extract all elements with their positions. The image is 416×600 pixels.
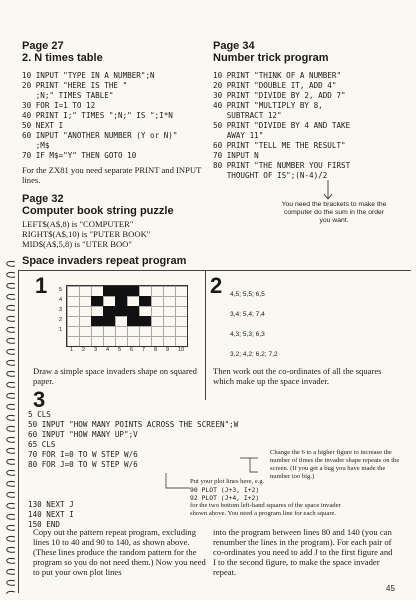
spiral-loop [7,525,15,530]
filled-square [115,296,127,306]
spiral-loop [7,470,15,475]
spiral-loop [7,327,15,332]
code-line: 40 PRINT I;" TIMES ";N;" IS ";I*N [22,111,173,120]
x-tick-label: 10 [178,347,185,353]
spiral-loop [7,448,15,453]
bottom-left-instruction: Copy out the pattern repeat program, excluding lines 10 to 40 and 90 to 140, as shown above. (These lines produce the random pattern for the program so you do not need them.) Now you need to put your own plot lines [33,527,206,577]
y-tick-label: 2 [59,317,63,323]
code-line: 20 PRINT "DOUBLE IT, ADD 4" [213,81,337,90]
x-tick-label: 7 [142,347,146,353]
spiral-loop [7,371,15,376]
code-line: 60 INPUT "ANOTHER NUMBER (Y or N)" [22,131,178,140]
spiral-loop [7,481,15,486]
bracket-arrow-icon [320,178,340,202]
spiral-loop [7,338,15,343]
section-title: Computer book string puzzle [22,205,174,217]
coordinate-row: 4,3; 5,3; 6,3 [230,331,265,338]
puzzle-line: LEFT$(A$,8) is "COMPUTER" [22,219,134,229]
puzzle-lines [22,219,212,249]
filled-square [103,306,115,316]
coordinate-row: 3,4; 5,4; 7,4 [230,311,265,318]
y-tick-label: 1 [59,327,63,333]
code-line: 130 NEXT J [28,500,74,509]
step-number: 1 [35,273,48,298]
bottom-right-instruction: into the program between lines 80 and 140 (you can renumber the lines in the program). For each pair of co-ordinates you need to add J to the first figure and I to the second figure, to make the space invader repeat. [213,527,393,577]
code-line: ;M$ [22,141,50,150]
x-tick-label: 1 [70,347,74,353]
filled-square [103,286,115,296]
code-line: SUBTRACT 12" [213,111,282,120]
code-line: 65 CLS [28,440,56,449]
code-line: 10 PRINT "THINK OF A NUMBER" [213,71,342,80]
x-tick-label: 5 [118,347,122,353]
filled-square [139,316,151,326]
code-line: ;N;" TIMES TABLE" [22,91,114,100]
x-tick-label: 2 [82,347,86,353]
plot-note-intro: Put your plot lines here, e.g. [190,478,265,485]
spiral-loop [7,591,15,594]
code-line: 30 PRINT "DIVIDE BY 2, ADD 7" [213,91,346,100]
code-line: 10 INPUT "TYPE IN A NUMBER";N [22,71,155,80]
code-line: 40 PRINT "MULTIPLY BY 8, [213,101,323,110]
code-line: 50 INPUT "HOW MANY POINTS ACROSS THE SCREEN";W [28,420,239,429]
filled-square [127,306,139,316]
spiral-loop [7,492,15,497]
section-page-ref: Page 32 [22,193,64,205]
filled-square [103,316,115,326]
coordinate-row: 4,5; 5,5; 6,5 [230,291,265,298]
spiral-loop [7,305,15,310]
spiral-loop [7,569,15,574]
x-tick-label: 9 [166,347,170,353]
step-number: 3 [33,387,46,412]
filled-square [127,286,139,296]
code-listing [213,71,408,181]
step1-instruction: Draw a simple space invaders shape on squared paper. [33,366,197,386]
squared-paper-grid [66,285,188,347]
filled-square [115,286,127,296]
code-line: 70 INPUT N [213,151,259,160]
spiral-loop [7,382,15,387]
step-number: 2 [210,273,223,298]
coordinates-list [230,291,400,371]
code-line: 60 PRINT "TELL ME THE RESULT" [213,141,346,150]
section-title: 2. N times table [22,52,103,64]
filled-square [139,296,151,306]
code-line: 5 CLS [28,410,51,419]
x-tick-label: 8 [154,347,158,353]
filled-square [91,296,103,306]
filled-square [115,306,127,316]
filled-square [127,316,139,326]
spiral-loop [7,580,15,585]
spiral-loop [7,360,15,365]
filled-square [91,316,103,326]
code-line: 150 END [28,520,61,529]
page-number: 45 [386,584,395,593]
section-title: Space invaders repeat program [22,255,187,267]
code-listing [22,71,212,161]
spiral-loop [7,349,15,354]
spiral-loop [7,283,15,288]
code-line: AWAY 11" [213,131,264,140]
code-line: 50 NEXT I [22,121,64,130]
change-note: Change the 6 to a higher figure to increase the number of times the invader shape repeats on the screen. (If you get a bug you have made the number too big.) [270,449,400,480]
code-line: 80 PRINT "THE NUMBER YOU FIRST [213,161,351,170]
n-times-section [22,40,212,185]
step2-instruction: Then work out the co-ordinates of all the squares which make up the space invader. [213,366,382,386]
spiral-loop [7,316,15,321]
y-tick-label: 3 [59,307,63,313]
code-line: 50 PRINT "DIVIDE BY 4 AND TAKE [213,121,351,130]
space-invaders-title [22,255,186,267]
spiral-loop [7,503,15,508]
section-title: Number trick program [213,52,329,64]
code-line: 140 NEXT I [28,510,74,519]
x-tick-label: 3 [94,347,98,353]
section-page-ref: Page 34 [213,40,255,52]
plot-code-line: 90 PLOT (J+3, I+2) [190,486,260,494]
code-line: 30 FOR I=1 TO 12 [22,101,96,110]
code-line: 70 IF M$="Y" THEN GOTO 10 [22,151,137,160]
y-tick-label: 4 [59,297,63,303]
spiral-loop [7,459,15,464]
y-tick-label: 5 [59,287,63,293]
spiral-loop [7,294,15,299]
code-line: THOUGHT OF IS";(N-4)/2 [213,171,328,180]
spiral-loop [7,536,15,541]
spiral-loop [7,261,15,266]
section-page-ref: Page 27 [22,40,64,52]
zx81-note: For the ZX81 you need separate PRINT and INPUT lines. [22,165,202,185]
string-puzzle-section [22,193,212,249]
spiral-loop [7,404,15,409]
spiral-loop [7,547,15,552]
code-line: 60 INPUT "HOW MANY UP";V [28,430,138,439]
spiral-loop [7,426,15,431]
code-line: 70 FOR I=0 TO W STEP W/6 [28,450,138,459]
puzzle-line: RIGHT$(A$,10) is "PUTER BOOK" [22,229,151,239]
x-tick-label: 6 [130,347,134,353]
spiral-loop [7,272,15,277]
coordinate-row: 3,2; 4,2; 6,2; 7,2 [230,351,278,358]
bracket-note: You need the brackets to make the computer do the sum in the order you want. [281,201,387,224]
plot-code-line: 92 PLOT (J+4, I+2) [190,494,260,502]
spiral-loop [7,514,15,519]
spiral-binding [2,258,16,594]
number-trick-section [213,40,408,181]
spiral-loop [7,393,15,398]
code-line: 80 FOR J=0 TO W STEP W/6 [28,460,138,469]
x-tick-label: 4 [106,347,110,353]
spiral-loop [7,558,15,563]
puzzle-line: MID$(A$,5,8) is "UTER BOO" [22,239,132,249]
spiral-loop [7,415,15,420]
plot-note-detail: for the two bottom left-hand squares of the space invader shown above. You need a program line for each square. [190,502,341,517]
plot-lines-note [190,478,350,518]
code-line: 20 PRINT "HERE IS THE " [22,81,128,90]
spiral-loop [7,437,15,442]
